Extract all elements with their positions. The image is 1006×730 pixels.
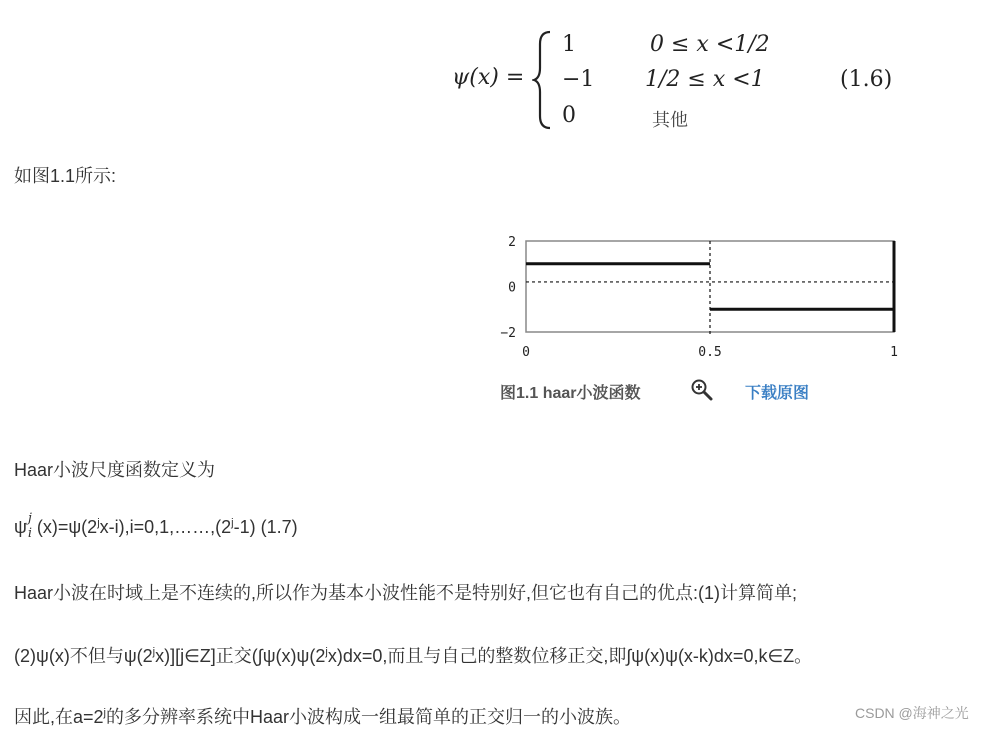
x-tick-label: 1 (890, 345, 898, 360)
y-tick-label: −2 (500, 326, 516, 341)
formula-1-7-part-b: x-i),i=0,1,……,(2 (99, 517, 232, 537)
y-tick-label: 0 (508, 280, 516, 296)
intro-text: 如图1.1所示: (14, 166, 117, 186)
y-tick-label: 2 (508, 235, 516, 250)
formula-1-7-part-a: (x)=ψ(2 (36, 517, 98, 537)
figure-caption: 图1.1 haar小波函数 (500, 385, 641, 402)
download-original-link[interactable]: 下载原图 (745, 385, 810, 402)
formula-block (440, 30, 910, 135)
formula-lhs: ψ(x) = (452, 65, 525, 90)
csdn-watermark: CSDN @海神之光 (855, 705, 969, 721)
left-brace (532, 30, 554, 130)
paragraph-scaling-def: Haar小波尺度函数定义为 (14, 460, 216, 480)
psi-symbol: ψ (14, 517, 27, 537)
case-2-value: −1 (562, 67, 595, 92)
x-tick-label: 0.5 (698, 345, 722, 360)
psi-sub-i: i (27, 526, 33, 541)
case-3-condition: 其他 (652, 110, 688, 130)
orth-part-a: (2)ψ(x)不但与ψ(2 (14, 646, 153, 666)
magnifier-plus-icon[interactable] (690, 378, 714, 407)
case-1-condition: 0 ≤ x <1/2 (650, 32, 770, 57)
equation-number: (1.6) (840, 67, 893, 92)
paragraph-orthogonality (14, 642, 812, 668)
orth-part-b: x)][j∈Z]正交(∫ψ(x)ψ(2 (155, 646, 326, 666)
orth-sup-1: j (152, 646, 156, 658)
x-tick-label: 0 (522, 345, 530, 360)
case-2-condition: 1/2 ≤ x <1 (645, 67, 765, 92)
formula-1-7-sup-1: j (97, 517, 100, 529)
conclusion-part-b: 的多分辨率系统中Haar小波构成一组最简单的正交归一的小波族。 (106, 707, 632, 727)
haar-chart (490, 228, 910, 363)
formula-1-7-part-c: -1) (1.7) (233, 517, 298, 537)
case-1-value: 1 (562, 32, 576, 57)
conclusion-sup-1: j (103, 707, 106, 719)
orth-part-c: x)dx=0,而且与自己的整数位移正交,即∫ψ(x)ψ(x-k)dx=0,k∈Z。 (327, 646, 813, 666)
case-3-value: 0 (562, 103, 576, 128)
conclusion-part-a: 因此,在a=2 (14, 707, 104, 727)
psi-sup-j: j (27, 511, 32, 526)
paragraph-conclusion (14, 703, 631, 729)
formula-1-7-sup-2: j (231, 517, 234, 529)
paragraph-properties: Haar小波在时域上是不连续的,所以作为基本小波性能不是特别好,但它也有自己的优点:(1)计算简单; (14, 583, 798, 603)
orth-sup-2: j (325, 646, 328, 658)
paragraph-formula-1-7 (14, 511, 298, 541)
